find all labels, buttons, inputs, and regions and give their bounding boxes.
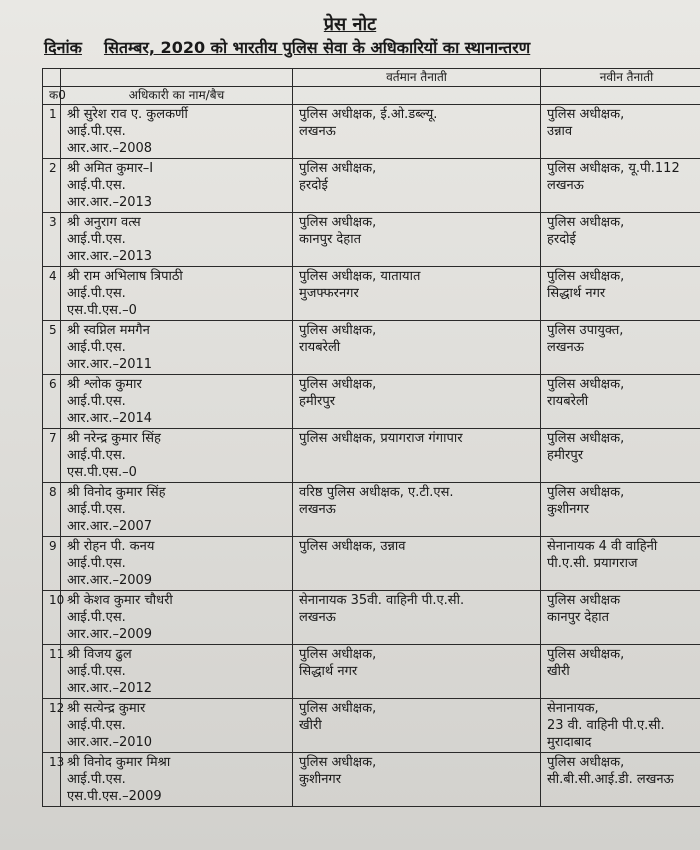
officer-name-cell	[61, 105, 293, 159]
officer-name-cell	[61, 429, 293, 483]
new-posting-cell	[541, 483, 700, 537]
officer-name-line: आर.आर.–2013	[67, 249, 153, 264]
current-posting-line: सेनानायक 35वी. वाहिनी पी.ए.सी.	[299, 593, 465, 608]
officer-name-line: आर.आर.–2009	[67, 627, 153, 642]
current-posting-line: रायबरेली	[299, 340, 341, 355]
new-posting-line: लखनऊ	[547, 340, 584, 355]
table-row	[43, 753, 700, 807]
new-posting-line: पुलिस अधीक्षक,	[547, 431, 625, 446]
current-posting-line: पुलिस अधीक्षक,	[299, 161, 377, 176]
transfer-table	[42, 68, 700, 807]
table-row	[43, 159, 700, 213]
officer-name-line: आई.पी.एस.	[67, 124, 126, 139]
officer-name-line: श्री विनोद कुमार सिंह	[67, 485, 166, 500]
officer-name-line: आई.पी.एस.	[67, 502, 126, 517]
new-posting-line: सेनानायक,	[547, 701, 599, 716]
officer-name-cell	[61, 591, 293, 645]
current-posting-line: खीरी	[299, 718, 322, 733]
officer-name-line: श्री अमित कुमार–I	[67, 161, 154, 176]
new-posting-line: पुलिस अधीक्षक,	[547, 107, 625, 122]
document-subtitle	[0, 36, 700, 60]
new-posting-line: पुलिस अधीक्षक, यू.पी.112	[547, 161, 680, 176]
table-row	[43, 645, 700, 699]
officer-name-cell	[61, 213, 293, 267]
current-posting-line: पुलिस अधीक्षक,	[299, 647, 377, 662]
officer-name-line: आई.पी.एस.	[67, 448, 126, 463]
new-posting-cell	[541, 159, 700, 213]
current-posting-line: मुजफ्फरनगर	[299, 286, 359, 301]
new-posting-line: पुलिस अधीक्षक,	[547, 755, 625, 770]
officer-name-line: एस.पी.एस.–2009	[67, 789, 162, 804]
current-posting-line: कुशीनगर	[299, 772, 342, 787]
current-posting-cell	[293, 321, 541, 375]
officer-name-line: आई.पी.एस.	[67, 610, 126, 625]
serial-number-cell: 13	[43, 753, 61, 807]
new-posting-line: 23 वी. वाहिनी पी.ए.सी.	[547, 718, 665, 733]
serial-number-cell: 3	[43, 213, 61, 267]
officer-name-cell	[61, 483, 293, 537]
officer-name-line: श्री विनोद कुमार मिश्रा	[67, 755, 171, 770]
officer-name-line: एस.पी.एस.–0	[67, 303, 137, 318]
current-posting-line: पुलिस अधीक्षक, प्रयागराज गंगापार	[299, 431, 463, 446]
officer-name-line: श्री सत्येन्द्र कुमार	[67, 701, 146, 716]
header-new-posting: नवीन तैनाती	[541, 69, 700, 87]
officer-name-line: आई.पी.एस.	[67, 340, 126, 355]
officer-name-cell	[61, 321, 293, 375]
officer-name-line: आई.पी.एस.	[67, 286, 126, 301]
officer-name-line: श्री विजय ढुल	[67, 647, 132, 662]
serial-number-cell: 4	[43, 267, 61, 321]
officer-name-line: आर.आर.–2014	[67, 411, 153, 426]
officer-name-line: आई.पी.एस.	[67, 394, 126, 409]
current-posting-cell	[293, 105, 541, 159]
officer-name-cell	[61, 645, 293, 699]
serial-number-cell: 9	[43, 537, 61, 591]
table-row	[43, 699, 700, 753]
officer-name-cell	[61, 753, 293, 807]
current-posting-cell	[293, 753, 541, 807]
officer-name-line: श्री स्वप्निल ममगैन	[67, 323, 150, 338]
document-title: प्रेस नोट	[323, 14, 377, 35]
serial-number-cell: 6	[43, 375, 61, 429]
current-posting-line: पुलिस अधीक्षक,	[299, 701, 377, 716]
current-posting-cell	[293, 375, 541, 429]
current-posting-cell	[293, 267, 541, 321]
officer-name-cell	[61, 375, 293, 429]
current-posting-cell	[293, 159, 541, 213]
serial-number-cell: 1	[43, 105, 61, 159]
officer-name-line: आई.पी.एस.	[67, 178, 126, 193]
current-posting-line: पुलिस अधीक्षक,	[299, 323, 377, 338]
current-posting-line: हरदोई	[299, 178, 328, 193]
serial-number-cell: 5	[43, 321, 61, 375]
new-posting-cell	[541, 213, 700, 267]
new-posting-line: हरदोई	[547, 232, 576, 247]
new-posting-line: सेनानायक 4 वी वाहिनी	[547, 539, 658, 554]
officer-name-line: एस.पी.एस.–0	[67, 465, 137, 480]
new-posting-line: कानपुर देहात	[547, 610, 609, 625]
table-row	[43, 537, 700, 591]
new-posting-line: पी.ए.सी. प्रयागराज	[547, 556, 638, 571]
new-posting-cell	[541, 591, 700, 645]
new-posting-cell	[541, 267, 700, 321]
officer-name-line: आई.पी.एस.	[67, 232, 126, 247]
current-posting-cell	[293, 483, 541, 537]
current-posting-cell	[293, 537, 541, 591]
officer-name-cell	[61, 537, 293, 591]
header-spacer	[293, 87, 541, 105]
current-posting-line: सिद्धार्थ नगर	[299, 664, 358, 679]
new-posting-line: पुलिस अधीक्षक,	[547, 269, 625, 284]
officer-name-line: श्री नरेन्द्र कुमार सिंह	[67, 431, 161, 446]
officer-name-cell	[61, 699, 293, 753]
current-posting-line: वरिष्ठ पुलिस अधीक्षक, ए.टी.एस.	[299, 485, 454, 500]
new-posting-line: सी.बी.सी.आई.डी. लखनऊ	[547, 772, 674, 787]
new-posting-cell	[541, 429, 700, 483]
new-posting-cell	[541, 321, 700, 375]
new-posting-line: पुलिस अधीक्षक,	[547, 647, 625, 662]
header-officer-name: अधिकारी का नाम/बैच	[61, 87, 293, 105]
table-row	[43, 483, 700, 537]
new-posting-line: हमीरपुर	[547, 448, 584, 463]
serial-number-cell: 11	[43, 645, 61, 699]
officer-name-line: आर.आर.–2007	[67, 519, 153, 534]
officer-name-line: श्री श्लोक कुमार	[67, 377, 142, 392]
new-posting-cell	[541, 537, 700, 591]
table-body	[43, 105, 700, 807]
new-posting-line: पुलिस अधीक्षक,	[547, 485, 625, 500]
new-posting-line: पुलिस अधीक्षक	[547, 593, 621, 608]
officer-name-cell	[61, 159, 293, 213]
officer-name-line: आई.पी.एस.	[67, 772, 126, 787]
officer-name-line: आर.आर.–2011	[67, 357, 153, 372]
table-row	[43, 321, 700, 375]
new-posting-line: लखनऊ	[547, 178, 584, 193]
current-posting-line: पुलिस अधीक्षक,	[299, 377, 377, 392]
header-serial-number: क0	[43, 87, 61, 105]
current-posting-cell	[293, 591, 541, 645]
table-row	[43, 429, 700, 483]
table-row	[43, 105, 700, 159]
new-posting-line: रायबरेली	[547, 394, 589, 409]
new-posting-cell	[541, 699, 700, 753]
new-posting-cell	[541, 105, 700, 159]
new-posting-cell	[541, 753, 700, 807]
table-row	[43, 267, 700, 321]
header-spacer	[541, 87, 700, 105]
current-posting-cell	[293, 699, 541, 753]
current-posting-line: लखनऊ	[299, 610, 336, 625]
officer-name-line: श्री रोहन पी. कनय	[67, 539, 155, 554]
serial-number-cell: 12	[43, 699, 61, 753]
current-posting-line: पुलिस अधीक्षक, ई.ओ.डब्ल्यू.	[299, 107, 438, 122]
table-row	[43, 591, 700, 645]
current-posting-line: कानपुर देहात	[299, 232, 361, 247]
serial-number-cell: 10	[43, 591, 61, 645]
table-row	[43, 375, 700, 429]
officer-name-line: श्री केशव कुमार चौधरी	[67, 593, 173, 608]
current-posting-line: हमीरपुर	[299, 394, 336, 409]
serial-number-cell: 7	[43, 429, 61, 483]
current-posting-line: पुलिस अधीक्षक,	[299, 215, 377, 230]
new-posting-cell	[541, 375, 700, 429]
new-posting-line: कुशीनगर	[547, 502, 590, 517]
officer-name-line: श्री अनुराग वत्स	[67, 215, 141, 230]
current-posting-line: पुलिस अधीक्षक, यातायात	[299, 269, 421, 284]
officer-name-line: आर.आर.–2008	[67, 141, 153, 156]
header-spacer	[43, 69, 61, 87]
new-posting-line: खीरी	[547, 664, 570, 679]
officer-name-line: श्री राम अभिलाष त्रिपाठी	[67, 269, 183, 284]
serial-number-cell: 2	[43, 159, 61, 213]
new-posting-line: मुरादाबाद	[547, 735, 592, 750]
officer-name-line: आई.पी.एस.	[67, 718, 126, 733]
current-posting-cell	[293, 429, 541, 483]
current-posting-cell	[293, 213, 541, 267]
current-posting-line: पुलिस अधीक्षक, उन्नाव	[299, 539, 406, 554]
new-posting-line: पुलिस अधीक्षक,	[547, 377, 625, 392]
current-posting-line: पुलिस अधीक्षक,	[299, 755, 377, 770]
new-posting-cell	[541, 645, 700, 699]
officer-name-line: आर.आर.–2009	[67, 573, 153, 588]
officer-name-line: आई.पी.एस.	[67, 664, 126, 679]
new-posting-line: पुलिस अधीक्षक,	[547, 215, 625, 230]
officer-name-line: आर.आर.–2010	[67, 735, 153, 750]
new-posting-line: पुलिस उपायुक्त,	[547, 323, 624, 338]
serial-number-cell: 8	[43, 483, 61, 537]
header-spacer	[61, 69, 293, 87]
table-row	[43, 213, 700, 267]
new-posting-line: सिद्धार्थ नगर	[547, 286, 606, 301]
officer-name-line: आई.पी.एस.	[67, 556, 126, 571]
current-posting-cell	[293, 645, 541, 699]
subtitle-text: सितम्बर, 2020 को भारतीय पुलिस सेवा के अधिकारियों का स्थानान्तरण	[103, 38, 531, 57]
current-posting-line: लखनऊ	[299, 124, 336, 139]
officer-name-line: श्री सुरेश राव ए. कुलकर्णी	[67, 107, 188, 122]
subtitle-date-label: दिनांक	[44, 38, 82, 57]
new-posting-line: उन्नाव	[547, 124, 573, 139]
header-current-posting: वर्तमान तैनाती	[293, 69, 541, 87]
officer-name-cell	[61, 267, 293, 321]
current-posting-line: लखनऊ	[299, 502, 336, 517]
officer-name-line: आर.आर.–2012	[67, 681, 153, 696]
officer-name-line: आर.आर.–2013	[67, 195, 153, 210]
